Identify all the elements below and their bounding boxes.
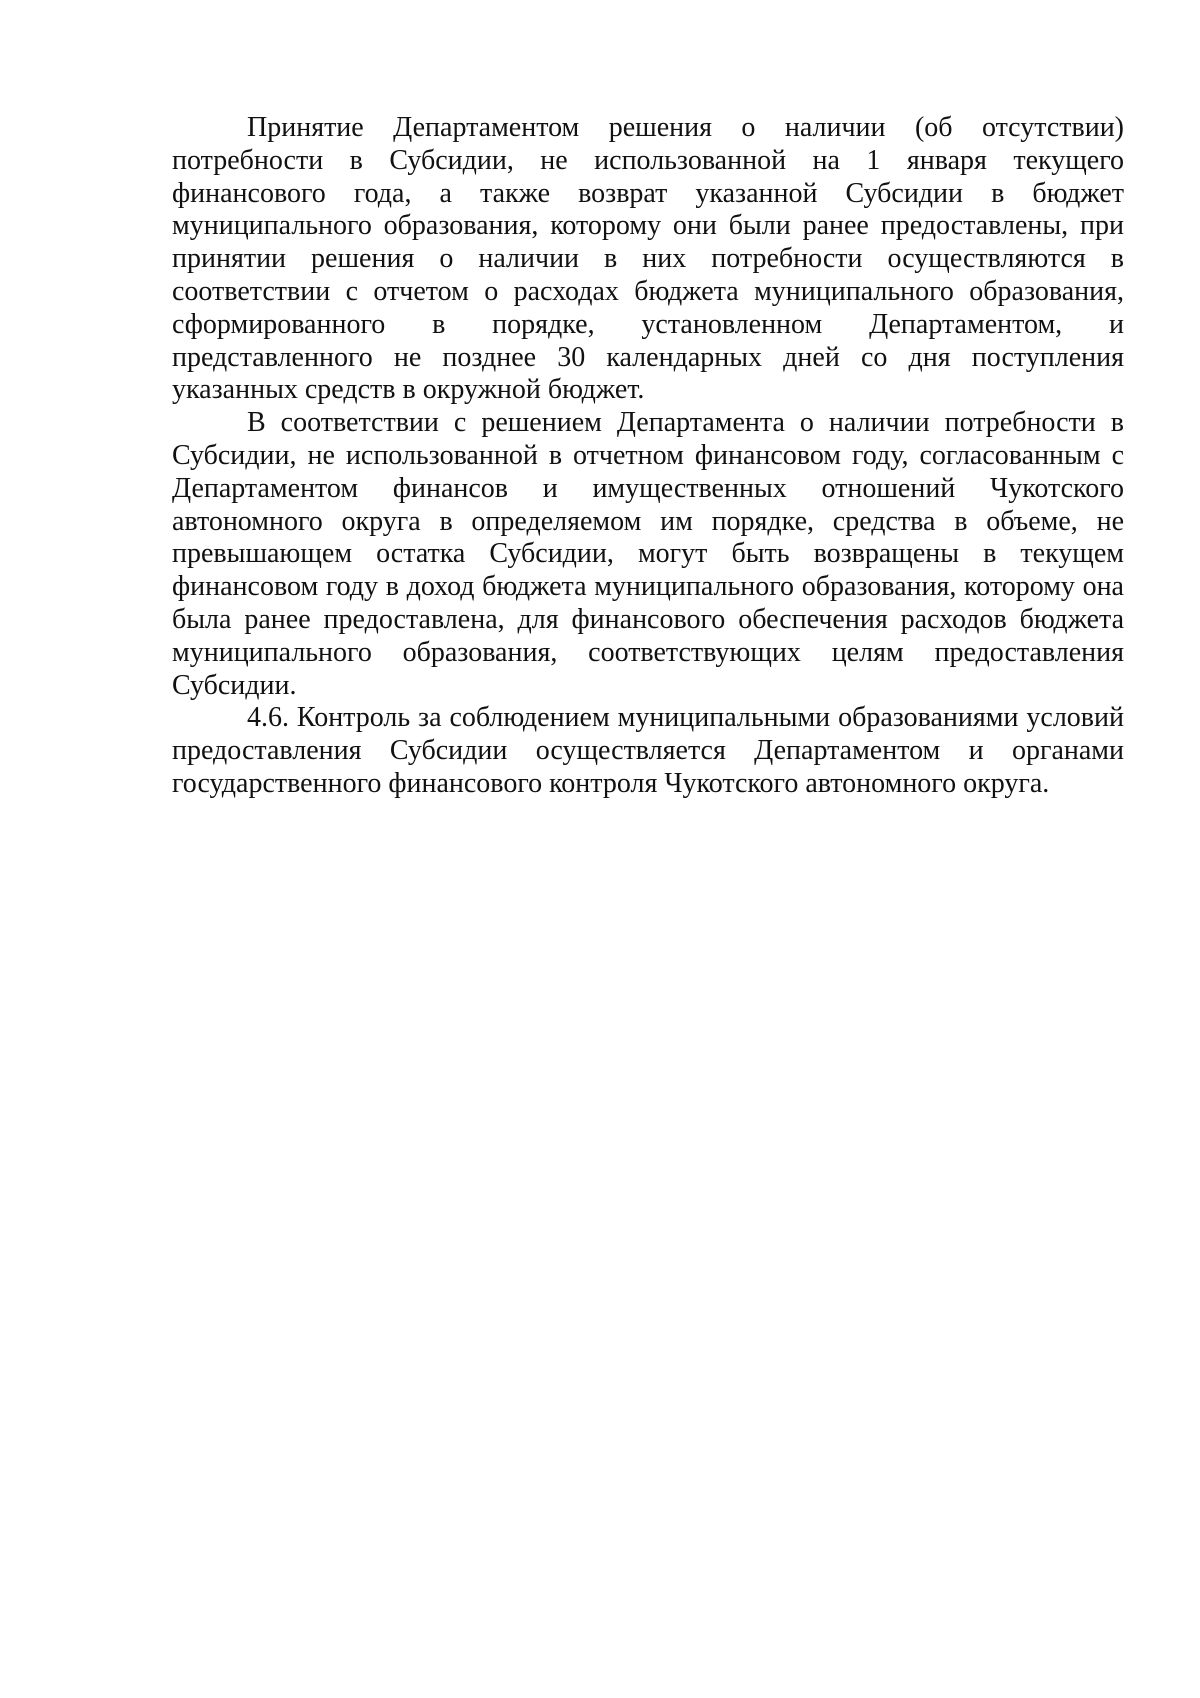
- paragraph-subsidy-unused-return: Принятие Департаментом решения о наличии (об отсутствии) потребности в Субсидии, не использованной на 1 января текущего финансового года, а также возврат указанной Субсидии в бюджет муниципального образования, которому они были ранее предоставлены, при принятии решения о наличии в них потребности осуществляются в соответствии с отчетом о расходах бюджета муниципального образования, сформированного в порядке, установленном Департаментом, и представленного не позднее 30 календарных дней со дня поступления указанных средств в окружной бюджет.: [172, 112, 1124, 406]
- paragraph-subsidy-current-year-return: В соответствии с решением Департамента о наличии потребности в Субсидии, не использованной в отчетном финансовом году, согласованным с Департаментом финансов и имущественных отношений Чукотского автономного округа в определяемом им порядке, средства в объеме, не превышающем остатка Субсидии, могут быть возвращены в текущем финансовом году в доход бюджета муниципального образования, которому она была ранее предоставлена, для финансового обеспечения расходов бюджета муниципального образования, соответствующих целям предоставления Субсидии.: [172, 407, 1124, 701]
- paragraph-4-6-control: 4.6. Контроль за соблюдением муниципальными образованиями условий предоставления Субсидии осуществляется Департаментом и органами государственного финансового контроля Чукотского автономного округа.: [172, 702, 1124, 799]
